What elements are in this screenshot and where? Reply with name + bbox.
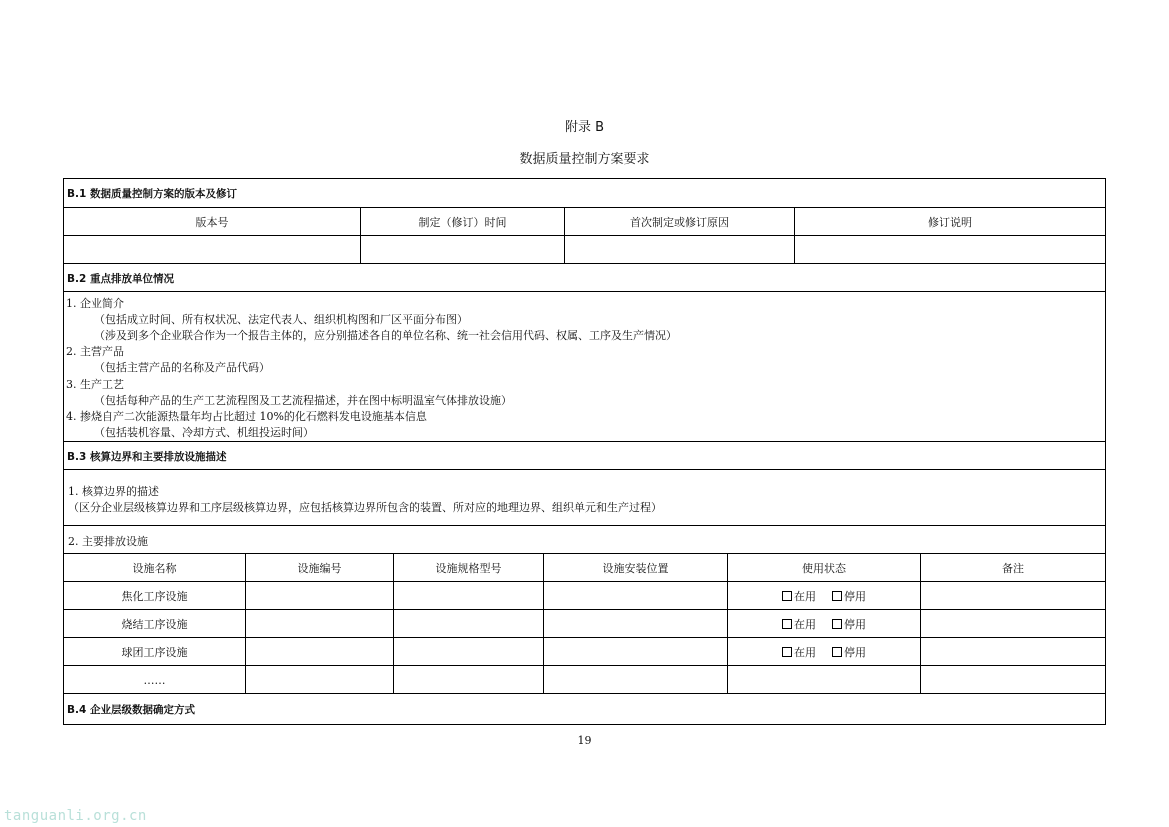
b2-line: （包括主营产品的名称及产品代码）: [94, 361, 270, 374]
page-title: 数据质量控制方案要求: [519, 152, 650, 167]
table-row: [64, 665, 1105, 694]
table-cell: [543, 582, 727, 610]
b1-col-notes: 修订说明: [794, 208, 1105, 236]
col-facility-location: 设施安装位置: [543, 554, 727, 582]
col-remarks: 备注: [920, 554, 1105, 582]
b2-line: 1. 企业简介: [66, 297, 124, 310]
appendix-label: 附录 B: [564, 120, 605, 135]
stopped-checkbox[interactable]: [832, 616, 866, 632]
stopped-checkbox[interactable]: [832, 644, 866, 660]
table-cell: [564, 236, 794, 264]
checkbox-label: 在用: [794, 646, 816, 659]
in-use-checkbox[interactable]: [782, 616, 816, 632]
table-cell: [794, 236, 1105, 264]
status-cell: [727, 582, 920, 610]
b1-heading: B.1 数据质量控制方案的版本及修订: [67, 187, 237, 200]
table-cell: [245, 666, 393, 694]
checkbox-label: 在用: [794, 590, 816, 603]
watermark: tanguanli.org.cn: [4, 808, 147, 824]
table-cell: [920, 638, 1105, 666]
b4-heading-row: [64, 693, 1105, 725]
table-cell: [543, 610, 727, 638]
checkbox-label: 停用: [844, 618, 866, 631]
b1-col-date: 制定（修订）时间: [360, 208, 564, 236]
checkbox-icon: [782, 591, 792, 601]
b2-content: [64, 291, 1105, 442]
in-use-checkbox[interactable]: [782, 644, 816, 660]
table-cell: [543, 638, 727, 666]
checkbox-label: 停用: [844, 646, 866, 659]
col-facility-name: 设施名称: [132, 562, 177, 575]
table-row: [64, 581, 1105, 610]
col-facility-spec: 设施规格型号: [393, 554, 543, 582]
table-cell: [393, 666, 543, 694]
b3-boundary: [64, 469, 1105, 526]
b2-line: （包括装机容量、冷却方式、机组投运时间）: [94, 426, 314, 439]
b2-line: 4. 掺烧自产二次能源热量年均占比超过 10%的化石燃料发电设施基本信息: [66, 410, 427, 423]
table-cell: [245, 610, 393, 638]
b1-empty-row: [64, 235, 1105, 264]
b3-facilities-title-row: [64, 525, 1105, 554]
table-cell: [920, 582, 1105, 610]
table-cell: [393, 582, 543, 610]
table-cell: [245, 638, 393, 666]
checkbox-icon: [782, 619, 792, 629]
facility-name: 焦化工序设施: [121, 590, 188, 603]
checkbox-icon: [832, 647, 842, 657]
in-use-checkbox[interactable]: [782, 588, 816, 604]
table-cell: [920, 666, 1105, 694]
table-cell: [393, 610, 543, 638]
table-cell: [727, 666, 920, 694]
b3-heading: B.3 核算边界和主要排放设施描述: [67, 450, 227, 463]
b3-heading-row: [64, 441, 1105, 470]
b1-col-reason: 首次制定或修订原因: [564, 208, 794, 236]
checkbox-icon: [832, 619, 842, 629]
page-number: 19: [577, 734, 592, 747]
b2-line: 3. 生产工艺: [66, 378, 124, 391]
table-cell: [64, 236, 360, 264]
checkbox-label: 停用: [844, 590, 866, 603]
facility-name: ……: [143, 673, 166, 687]
col-status: 使用状态: [727, 554, 920, 582]
col-facility-id: 设施编号: [245, 554, 393, 582]
status-cell: [727, 638, 920, 666]
b3-boundary-desc: （区分企业层级核算边界和工序层级核算边界，应包括核算边界所包含的装置、所对应的地理边界、组织单元和生产过程）: [68, 501, 662, 514]
status-cell: [727, 610, 920, 638]
b2-line: 2. 主营产品: [66, 345, 124, 358]
table-cell: [920, 610, 1105, 638]
table-row: [64, 637, 1105, 666]
b2-line: （涉及到多个企业联合作为一个报告主体的，应分别描述各自的单位名称、统一社会信用代码、权属、工序及生产情况）: [94, 329, 677, 342]
facility-name: 球团工序设施: [121, 646, 188, 659]
b4-heading: B.4 企业层级数据确定方式: [67, 704, 195, 716]
b2-heading-row: [64, 263, 1105, 292]
b1-header-row: [64, 207, 1105, 236]
facility-name: 烧结工序设施: [121, 618, 188, 631]
checkbox-icon: [832, 591, 842, 601]
b2-heading: B.2 重点排放单位情况: [67, 272, 174, 285]
table-cell: [543, 666, 727, 694]
table-cell: [360, 236, 564, 264]
checkbox-label: 在用: [794, 618, 816, 631]
b1-col-version: 版本号: [195, 216, 229, 229]
table-cell: [245, 582, 393, 610]
requirements-table: [63, 178, 1106, 725]
b3-facilities-header: [64, 553, 1105, 582]
b2-line: （包括每种产品的生产工艺流程图及工艺流程描述，并在图中标明温室气体排放设施）: [94, 394, 512, 407]
b3-boundary-title: 1. 核算边界的描述: [68, 485, 159, 498]
checkbox-icon: [782, 647, 792, 657]
stopped-checkbox[interactable]: [832, 588, 866, 604]
b3-facilities-title: 2. 主要排放设施: [68, 535, 148, 548]
b2-line: （包括成立时间、所有权状况、法定代表人、组织机构图和厂区平面分布图）: [94, 313, 468, 326]
table-row: [64, 609, 1105, 638]
table-cell: [393, 638, 543, 666]
b1-heading-row: [64, 179, 1105, 207]
